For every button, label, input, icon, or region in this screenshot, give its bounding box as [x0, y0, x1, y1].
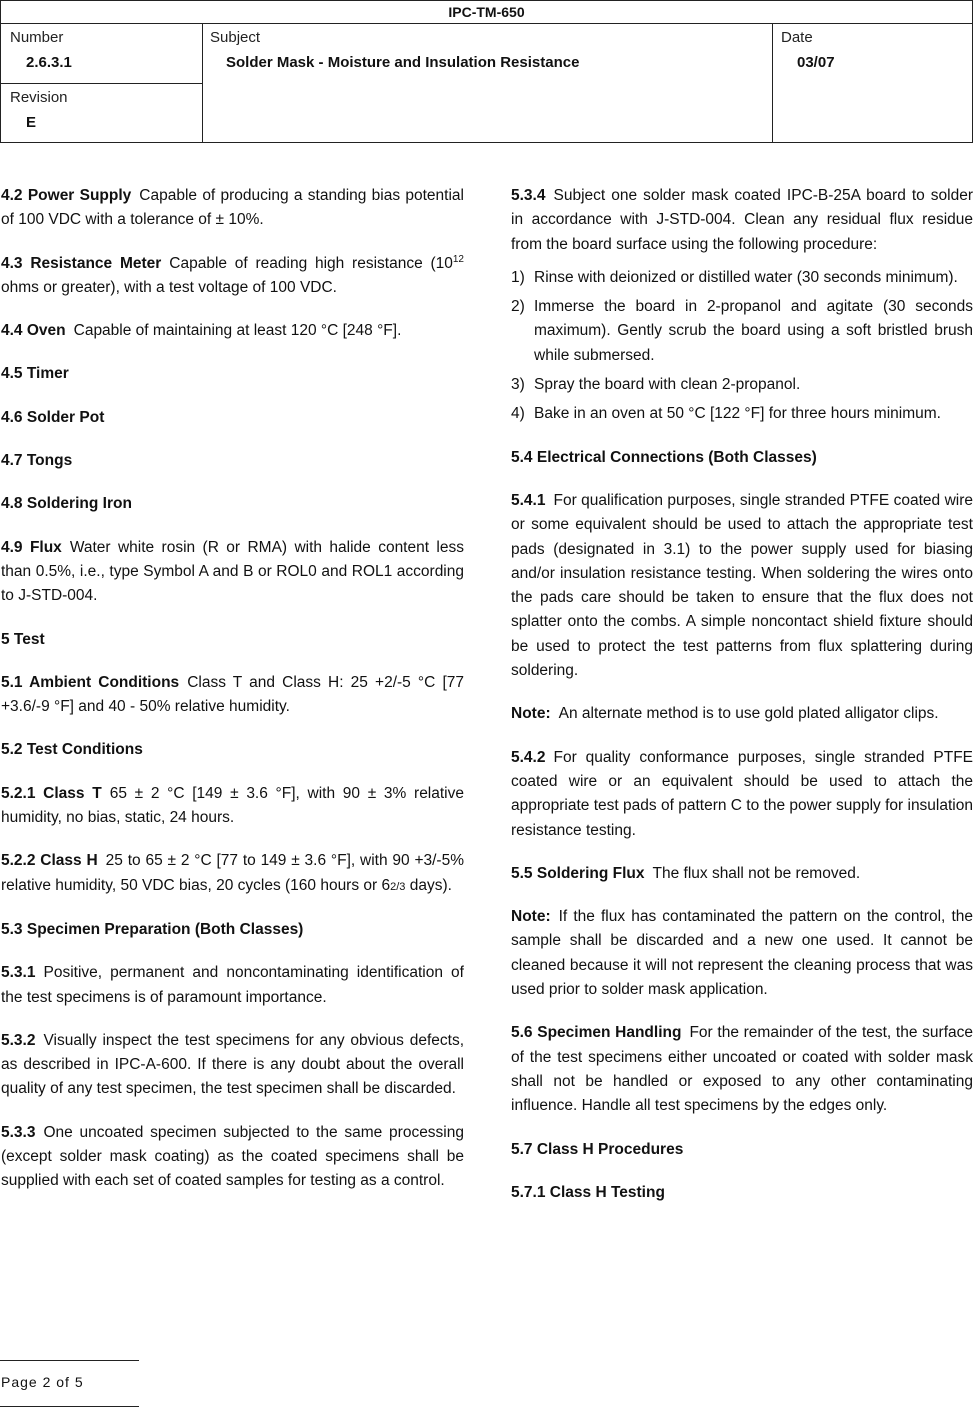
- section-heading: 4.9 Flux: [1, 538, 62, 556]
- list-item: [511, 295, 973, 368]
- section-text: For the remainder of the test, the surface of the test specimens either uncoated or coated with solder mask shall not be handled or exposed to any other contaminating influence. Handle all test specimens by the edges only.: [511, 1024, 973, 1115]
- section-5-3-3: [1, 1121, 464, 1194]
- section-text: Capable of reading high resistance (10: [169, 254, 453, 272]
- list-number: 2): [511, 298, 525, 316]
- section-text: ohms or greater), with a test voltage of 100 VDC.: [1, 278, 337, 296]
- section-5-3-1: [1, 961, 464, 1010]
- list-item: [511, 266, 973, 290]
- section-4-6: 4.6 Solder Pot: [1, 408, 105, 426]
- page-number: Page 2 of 5: [1, 1374, 84, 1390]
- list-item: [511, 402, 973, 426]
- section-5-3: 5.3 Specimen Preparation (Both Classes): [1, 920, 304, 938]
- revision-label: Revision: [10, 89, 68, 106]
- section-5-7: 5.7 Class H Procedures: [511, 1140, 684, 1158]
- superscript: 12: [452, 253, 464, 265]
- subject-value: Solder Mask - Moisture and Insulation Resistance: [226, 54, 580, 71]
- section-4-5: 4.5 Timer: [1, 365, 69, 383]
- section-text: For quality conformance purposes, single stranded PTFE coated wire or an equivalent should be used to attach the appropriate test pads of pattern C to the power supply for insulation resistance testing.: [511, 748, 973, 839]
- section-heading: 5.2.1 Class T: [1, 784, 102, 802]
- section-heading: 5.3.3: [1, 1123, 36, 1141]
- section-heading: 5.4.2: [511, 748, 546, 766]
- section-5-6: [511, 1021, 973, 1118]
- section-text: Water white rosin (R or RMA) with halide content less than 0.5%, i.e., type Symbol A and B or ROL0 and ROL1 according to J-STD-004.: [1, 538, 464, 605]
- section-5-4: 5.4 Electrical Connections (Both Classes): [511, 448, 817, 466]
- section-text: 65 ± 2 °C [149 ± 3.6 °F], with 90 ± 3% relative humidity, no bias, static, 24 hours.: [1, 784, 464, 827]
- section-5-2-2: [1, 849, 464, 899]
- section-heading: 5.5 Soldering Flux: [511, 864, 645, 882]
- section-heading: 5.4.1: [511, 491, 546, 509]
- section-text: Subject one solder mask coated IPC-B-25A board to solder in accordance with J-STD-004. Clean any residual flux residue from the board surface using the following procedure:: [511, 187, 973, 253]
- list-text: Spray the board with clean 2-propanol.: [534, 376, 801, 394]
- number-label: Number: [10, 29, 64, 46]
- section-4-3: [1, 252, 464, 301]
- date-label: Date: [781, 29, 813, 46]
- section-5: 5 Test: [1, 630, 45, 648]
- note-1: [511, 702, 973, 726]
- note-2: [511, 905, 973, 1002]
- left-column: [1, 184, 464, 1213]
- list-number: 3): [511, 376, 525, 394]
- revision-cell: [1, 84, 203, 143]
- section-5-4-1: [511, 489, 973, 683]
- right-column: [511, 184, 973, 1224]
- section-heading: 4.4 Oven: [1, 322, 66, 340]
- section-text: For qualification purposes, single stranded PTFE coated wire or some equivalent should be used to attach the appropriate test pads (designated in 3.1) to the power supply used for biasing and/or insulation resistance testing. When soldering the wires onto the pads care should be taken to ensure that the flux does not splatter onto the combs. A simple noncontact shield fixture should be used to protect the test patterns from flux splattering during soldering.: [511, 491, 973, 680]
- section-text: One uncoated specimen subjected to the same processing (except solder mask coating) as the coated specimens shall be supplied with each set of coated samples for testing as a control.: [1, 1123, 464, 1190]
- section-5-3-4: [511, 184, 973, 257]
- section-text: The flux shall not be removed.: [652, 864, 861, 882]
- header-title: IPC-TM-650: [1, 1, 972, 24]
- section-5-2: 5.2 Test Conditions: [1, 741, 143, 759]
- number-value: 2.6.3.1: [26, 54, 72, 71]
- section-5-5: [511, 862, 973, 886]
- section-5-1: [1, 671, 464, 720]
- section-4-9: [1, 536, 464, 609]
- number-cell: [1, 24, 203, 84]
- fraction: 2/3: [390, 880, 406, 893]
- section-heading: 5.1 Ambient Conditions: [1, 673, 180, 691]
- section-heading: 4.2 Power Supply: [1, 187, 132, 204]
- section-5-2-1: [1, 782, 464, 831]
- list-text: Bake in an oven at 50 °C [122 °F] for three hours minimum.: [534, 405, 941, 423]
- subject-cell: [203, 24, 773, 143]
- section-text: Positive, permanent and noncontaminating identification of the test specimens is of paramount importance.: [1, 964, 464, 1006]
- list-number: 1): [511, 268, 525, 286]
- section-5-4-2: [511, 746, 973, 843]
- section-text: Visually inspect the test specimens for any obvious defects, as described in IPC-A-600. If there is any doubt about the overall quality of any test specimen, the test specimen shall be discarded.: [1, 1031, 464, 1098]
- section-4-4: [1, 319, 464, 343]
- date-value: 03/07: [797, 54, 835, 71]
- section-5-7-1: 5.7.1 Class H Testing: [511, 1183, 665, 1201]
- list-text: Rinse with deionized or distilled water (30 seconds minimum).: [534, 268, 958, 286]
- section-text: 25 to 65 ± 2 °C [77 to 149 ± 3.6 °F], with 90 +3/-5% relative humidity, 50 VDC bias, 20 cycles (160 hours or 6: [1, 852, 464, 894]
- section-heading: 5.6 Specimen Handling: [511, 1024, 682, 1042]
- section-heading: 4.3 Resistance Meter: [1, 254, 162, 272]
- section-text: Capable of maintaining at least 120 °C [248 °F].: [73, 322, 402, 340]
- section-text: days).: [405, 876, 452, 894]
- subject-label: Subject: [210, 29, 261, 46]
- section-4-7: 4.7 Tongs: [1, 452, 73, 470]
- section-4-2: [1, 184, 464, 233]
- list-text: Immerse the board in 2-propanol and agitate (30 seconds maximum). Gently scrub the board using a soft bristled brush while submersed.: [534, 298, 973, 364]
- note-label: Note:: [511, 908, 551, 926]
- section-heading: 5.3.2: [1, 1031, 36, 1049]
- date-cell: [773, 24, 973, 143]
- list-item: [511, 373, 973, 397]
- section-text: Capable of producing a standing bias potential of 100 VDC with a tolerance of ± 10%.: [1, 187, 464, 229]
- cleaning-procedure-list: [511, 266, 973, 427]
- section-heading: 5.3.1: [1, 964, 36, 982]
- footer-rule-bottom: [0, 1406, 139, 1407]
- note-label: Note:: [511, 705, 551, 723]
- note-text: An alternate method is to use gold plated alligator clips.: [558, 705, 939, 723]
- note-text: If the flux has contaminated the pattern on the control, the sample shall be discarded and a new one used. It cannot be cleaned because it will not represent the cleaning process that was used prior to solder mask application.: [511, 908, 973, 999]
- section-5-3-2: [1, 1029, 464, 1102]
- section-heading: 5.2.2 Class H: [1, 852, 98, 870]
- document-header: [0, 0, 973, 143]
- footer-rule-top: [0, 1360, 139, 1361]
- section-4-8: 4.8 Soldering Iron: [1, 495, 132, 513]
- revision-value: E: [26, 114, 37, 131]
- section-text: Class T and Class H: 25 +2/-5 °C [77 +3.6/-9 °F] and 40 - 50% relative humidity.: [1, 673, 465, 716]
- list-number: 4): [511, 405, 525, 423]
- section-heading: 5.3.4: [511, 187, 546, 204]
